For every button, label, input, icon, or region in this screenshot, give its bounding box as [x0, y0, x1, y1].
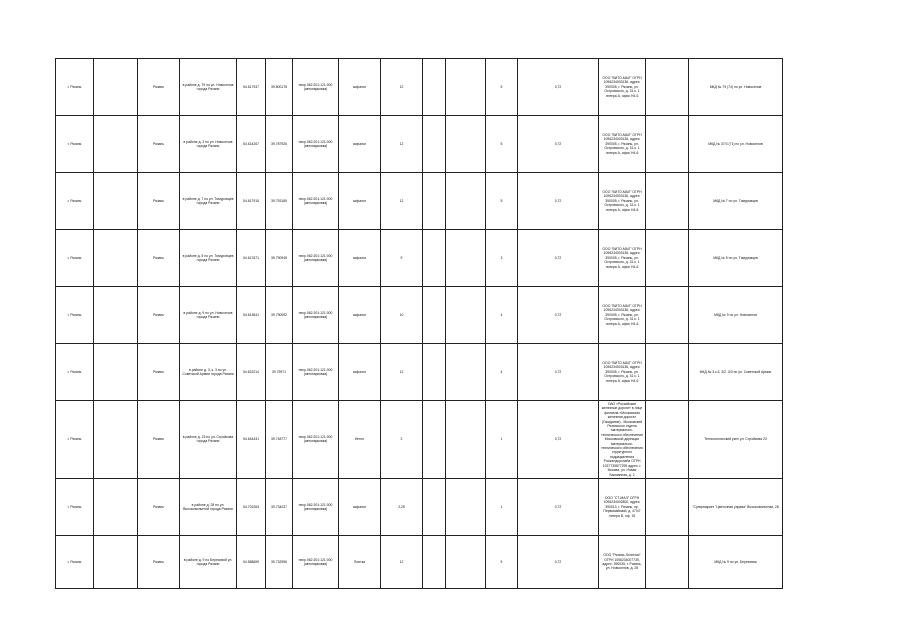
cell-count: 5 [486, 535, 518, 588]
table-row [56, 230, 783, 287]
cell-region: Рязань [138, 173, 180, 230]
cell-schedule: МКД № 79 (74) по ул. Новоселов [689, 59, 783, 116]
cell-cap: 0,72 [518, 535, 599, 588]
cell-places [423, 478, 446, 535]
cell-location: в районе д. 28 по ул. Высоковольтной города Рязани [180, 478, 237, 535]
cell-owner: ООО "ВИТО-МАЛ" ОГРН 1096234003136, адрес: 390005, г. Рязань, ул. Островского, д. 31 к. 1 литера А, офис Н4-6 [599, 116, 646, 173]
cell-schedule: МКД № 7 по ул. Тимуровцев [689, 173, 783, 230]
cell-city: г. Рязань [56, 173, 94, 230]
cell-area: 12 [381, 535, 423, 588]
cell-empty [94, 287, 138, 344]
cell-location: в районе д. 79 по ул. Новоселов города Рязани [180, 59, 237, 116]
cell-places [423, 535, 446, 588]
cell-cadastral: неср.062:201:121:000 (автопарковка) [293, 59, 339, 116]
cell-surface: асфальт [339, 287, 381, 344]
table-row [56, 287, 783, 344]
cell-lat: 54.622214 [237, 344, 266, 401]
cell-empty [446, 173, 486, 230]
cell-empty [446, 478, 486, 535]
cell-location: в районе д. 9 по Березовой ул. города Рязани [180, 535, 237, 588]
cell-surface: бетон [339, 401, 381, 479]
cell-region: Рязань [138, 535, 180, 588]
cell-surface: асфальт [339, 116, 381, 173]
cell-cap: 0,72 [518, 59, 599, 116]
registry-table [55, 58, 783, 589]
cell-lon: 39.790945 [266, 230, 293, 287]
cell-empty [446, 59, 486, 116]
cell-surface: асфальт [339, 173, 381, 230]
cell-location: в районе д. 23 по ул. Стройкова города Рязани [180, 401, 237, 479]
cell-cadastral: неср.062:201:121:000 (автопарковка) [293, 401, 339, 479]
cell-location: в районе д. 9 по ул. Новоселов города Рязани [180, 287, 237, 344]
cell-city: г. Рязань [56, 116, 94, 173]
table-row [56, 535, 783, 588]
cell-empty [446, 116, 486, 173]
cell-cadastral: неср.062:201:121:000 (автопарковка) [293, 287, 339, 344]
cell-count: 5 [486, 59, 518, 116]
table-row [56, 401, 783, 479]
cell-region: Рязань [138, 287, 180, 344]
cell-city: г. Рязань [56, 535, 94, 588]
cell-schedule: МКД № 5 по ул. Тимуровцев [689, 230, 783, 287]
cell-cap: 0,72 [518, 478, 599, 535]
cell-empty [94, 59, 138, 116]
cell-owner: ООО "СТ-МАЛ" ОГРН 1096234002800, адрес: 390013, г. Рязань, пр. Первомайский, д. 47/47 литера В, оф. 15 [599, 478, 646, 535]
table-row [56, 173, 783, 230]
cell-owner: ООО "ВИТО-МАЛ" ОГРН 1096234003136, адрес: 390005, г. Рязань, ул. Островского, д. 31 к. 1 литера А, офис Н4-6 [599, 59, 646, 116]
cell-region: Рязань [138, 59, 180, 116]
cell-city: г. Рязань [56, 401, 94, 479]
cell-owner: ООО "Рязань-Логистик" ОГРН 1056234007739, адрес: 390035, г. Рязань, ул. Новоселов, д. 28 [599, 535, 646, 588]
cell-empty [94, 344, 138, 401]
cell-empty [446, 230, 486, 287]
cell-area: 2 [381, 401, 423, 479]
cell-schedule: Технологический узел ул. Стройкова 23 [689, 401, 783, 479]
cell-empty [446, 344, 486, 401]
cell-region: Рязань [138, 344, 180, 401]
cell-surface: асфальт [339, 478, 381, 535]
table-row [56, 344, 783, 401]
cell-cadastral: неср.062:201:121:000 (автопарковка) [293, 535, 339, 588]
cell-empty [94, 173, 138, 230]
cell-cap: 0,72 [518, 287, 599, 344]
cell-extra [646, 478, 689, 535]
cell-location: в районе д. 3 по ул. Новоселов города Рязани [180, 116, 237, 173]
cell-location: в районе д. 3, к. 3 по ул. Советской Армии города Рязани [180, 344, 237, 401]
table-body [56, 59, 783, 589]
cell-cadastral: неср.062:201:121:000 (автопарковка) [293, 116, 339, 173]
cell-area: 12 [381, 59, 423, 116]
cell-places [423, 59, 446, 116]
cell-location: в районе д. 7 по ул. Тимуровцев города Рязани [180, 173, 237, 230]
cell-count: 3 [486, 230, 518, 287]
table-row [56, 59, 783, 116]
cell-owner: ОАО «Российские железные дороги» в лице филиала «Московская железная дорога» (Ожидание) - Московский Рязанского отдела материально-технического обеспечения Московской дирекции материально-технического обеспечения структурного подразделения Росжелдорснаба ОГРН 1037739877295 адрес: г. Москва, ул. Новая Басманная, д. 2 [599, 401, 646, 479]
cell-surface: асфальт [339, 230, 381, 287]
cell-extra [646, 401, 689, 479]
cell-lat: 54.617671 [237, 230, 266, 287]
cell-places [423, 287, 446, 344]
cell-lat: 54.613641 [237, 287, 266, 344]
cell-lon: 39.734037 [266, 478, 293, 535]
cell-cap: 0,72 [518, 173, 599, 230]
cell-empty [94, 535, 138, 588]
cell-empty [446, 535, 486, 588]
cell-lon: 39.75971 [266, 344, 293, 401]
cell-region: Рязань [138, 478, 180, 535]
cell-lat: 54.644431 [237, 401, 266, 479]
cell-area: 12 [381, 116, 423, 173]
cell-owner: ООО "ВИТО-МАЛ" ОГРН 1096234003136, адрес: 390005, г. Рязань, ул. Островского, д. 31 к. 1 литера А, офис Н4-6 [599, 173, 646, 230]
cell-extra [646, 287, 689, 344]
cell-extra [646, 535, 689, 588]
cell-empty [446, 401, 486, 479]
cell-region: Рязань [138, 401, 180, 479]
cell-area: 12 [381, 173, 423, 230]
cell-lon: 39.790092 [266, 287, 293, 344]
cell-count: 5 [486, 116, 518, 173]
cell-cap: 0,72 [518, 401, 599, 479]
cell-cadastral: неср.062:201:121:000 (автопарковка) [293, 173, 339, 230]
cell-schedule: МКД № 9 по ул. Березовая [689, 535, 783, 588]
cell-city: г. Рязань [56, 230, 94, 287]
cell-places [423, 344, 446, 401]
cell-surface: Плитка [339, 535, 381, 588]
cell-places [423, 401, 446, 479]
cell-extra [646, 59, 689, 116]
cell-count: 4 [486, 344, 518, 401]
cell-region: Рязань [138, 230, 180, 287]
cell-lon: 39.793185 [266, 173, 293, 230]
cell-empty [94, 116, 138, 173]
cell-extra [646, 344, 689, 401]
cell-cadastral: неср.062:201:121:000 (автопарковка) [293, 230, 339, 287]
cell-schedule: МКД № 9 по ул. Новоселов [689, 287, 783, 344]
cell-cap: 0,72 [518, 344, 599, 401]
cell-city: г. Рязань [56, 478, 94, 535]
cell-area: 12 [381, 344, 423, 401]
cell-lon: 39.748777 [266, 401, 293, 479]
cell-location: в районе д. 5 по ул. Тимуровцев города Рязани [180, 230, 237, 287]
cell-owner: ООО "ВИТО-МАЛ" ОГРН 1096234003136, адрес: 390005, г. Рязань, ул. Островского, д. 31 к. 1 литера А, офис Н4-6 [599, 230, 646, 287]
cell-area: 10 [381, 287, 423, 344]
cell-cap: 0,72 [518, 230, 599, 287]
cell-cadastral: неср.062:201:121:000 (автопарковка) [293, 344, 339, 401]
cell-empty [94, 230, 138, 287]
cell-count: 5 [486, 173, 518, 230]
cell-surface: асфальт [339, 59, 381, 116]
cell-lon: 39.787926 [266, 116, 293, 173]
cell-count: 1 [486, 401, 518, 479]
cell-extra [646, 173, 689, 230]
cell-extra [646, 116, 689, 173]
cell-places [423, 116, 446, 173]
cell-city: г. Рязань [56, 59, 94, 116]
cell-schedule: МКД № 3 к.3, 3/2, 3/3 по ул. Советской Армии [689, 344, 783, 401]
cell-empty [446, 287, 486, 344]
cell-cap: 0,72 [518, 116, 599, 173]
cell-schedule: МКД № 37/3 (71) по ул. Новоселов [689, 116, 783, 173]
table-row [56, 478, 783, 535]
cell-cadastral: неср.062:201:121:000 (автопарковка) [293, 478, 339, 535]
cell-area: 2,25 [381, 478, 423, 535]
table-row [56, 116, 783, 173]
cell-city: г. Рязань [56, 287, 94, 344]
cell-owner: ООО "ВИТО-МАЛ" ОГРН 1096234003136, адрес: 390005, г. Рязань, ул. Островского, д. 31 к. 1 литера А, офис Н4-6 [599, 344, 646, 401]
cell-region: Рязань [138, 116, 180, 173]
cell-count: 1 [486, 478, 518, 535]
cell-city: г. Рязань [56, 344, 94, 401]
cell-places [423, 173, 446, 230]
cell-count: 4 [486, 287, 518, 344]
cell-owner: ООО "ВИТО-МАЛ" ОГРН 1096234003136, адрес: 390005, г. Рязань, ул. Островского, д. 31 к. 1 литера А, офис Н4-6 [599, 287, 646, 344]
cell-places [423, 230, 446, 287]
cell-extra [646, 230, 689, 287]
cell-empty [94, 478, 138, 535]
cell-lon: 39.800178 [266, 59, 293, 116]
cell-lat: 54.614267 [237, 116, 266, 173]
cell-empty [94, 401, 138, 479]
cell-schedule: "Супермаркет "Цветочная управа" Высоковольтная, 28 [689, 478, 783, 535]
cell-lat: 54.702263 [237, 478, 266, 535]
cell-lat: 54.617937 [237, 59, 266, 116]
cell-surface: асфальт [339, 344, 381, 401]
cell-lat: 54.617915 [237, 173, 266, 230]
cell-lon: 39.732596 [266, 535, 293, 588]
cell-area: 9 [381, 230, 423, 287]
cell-lat: 54.588659 [237, 535, 266, 588]
